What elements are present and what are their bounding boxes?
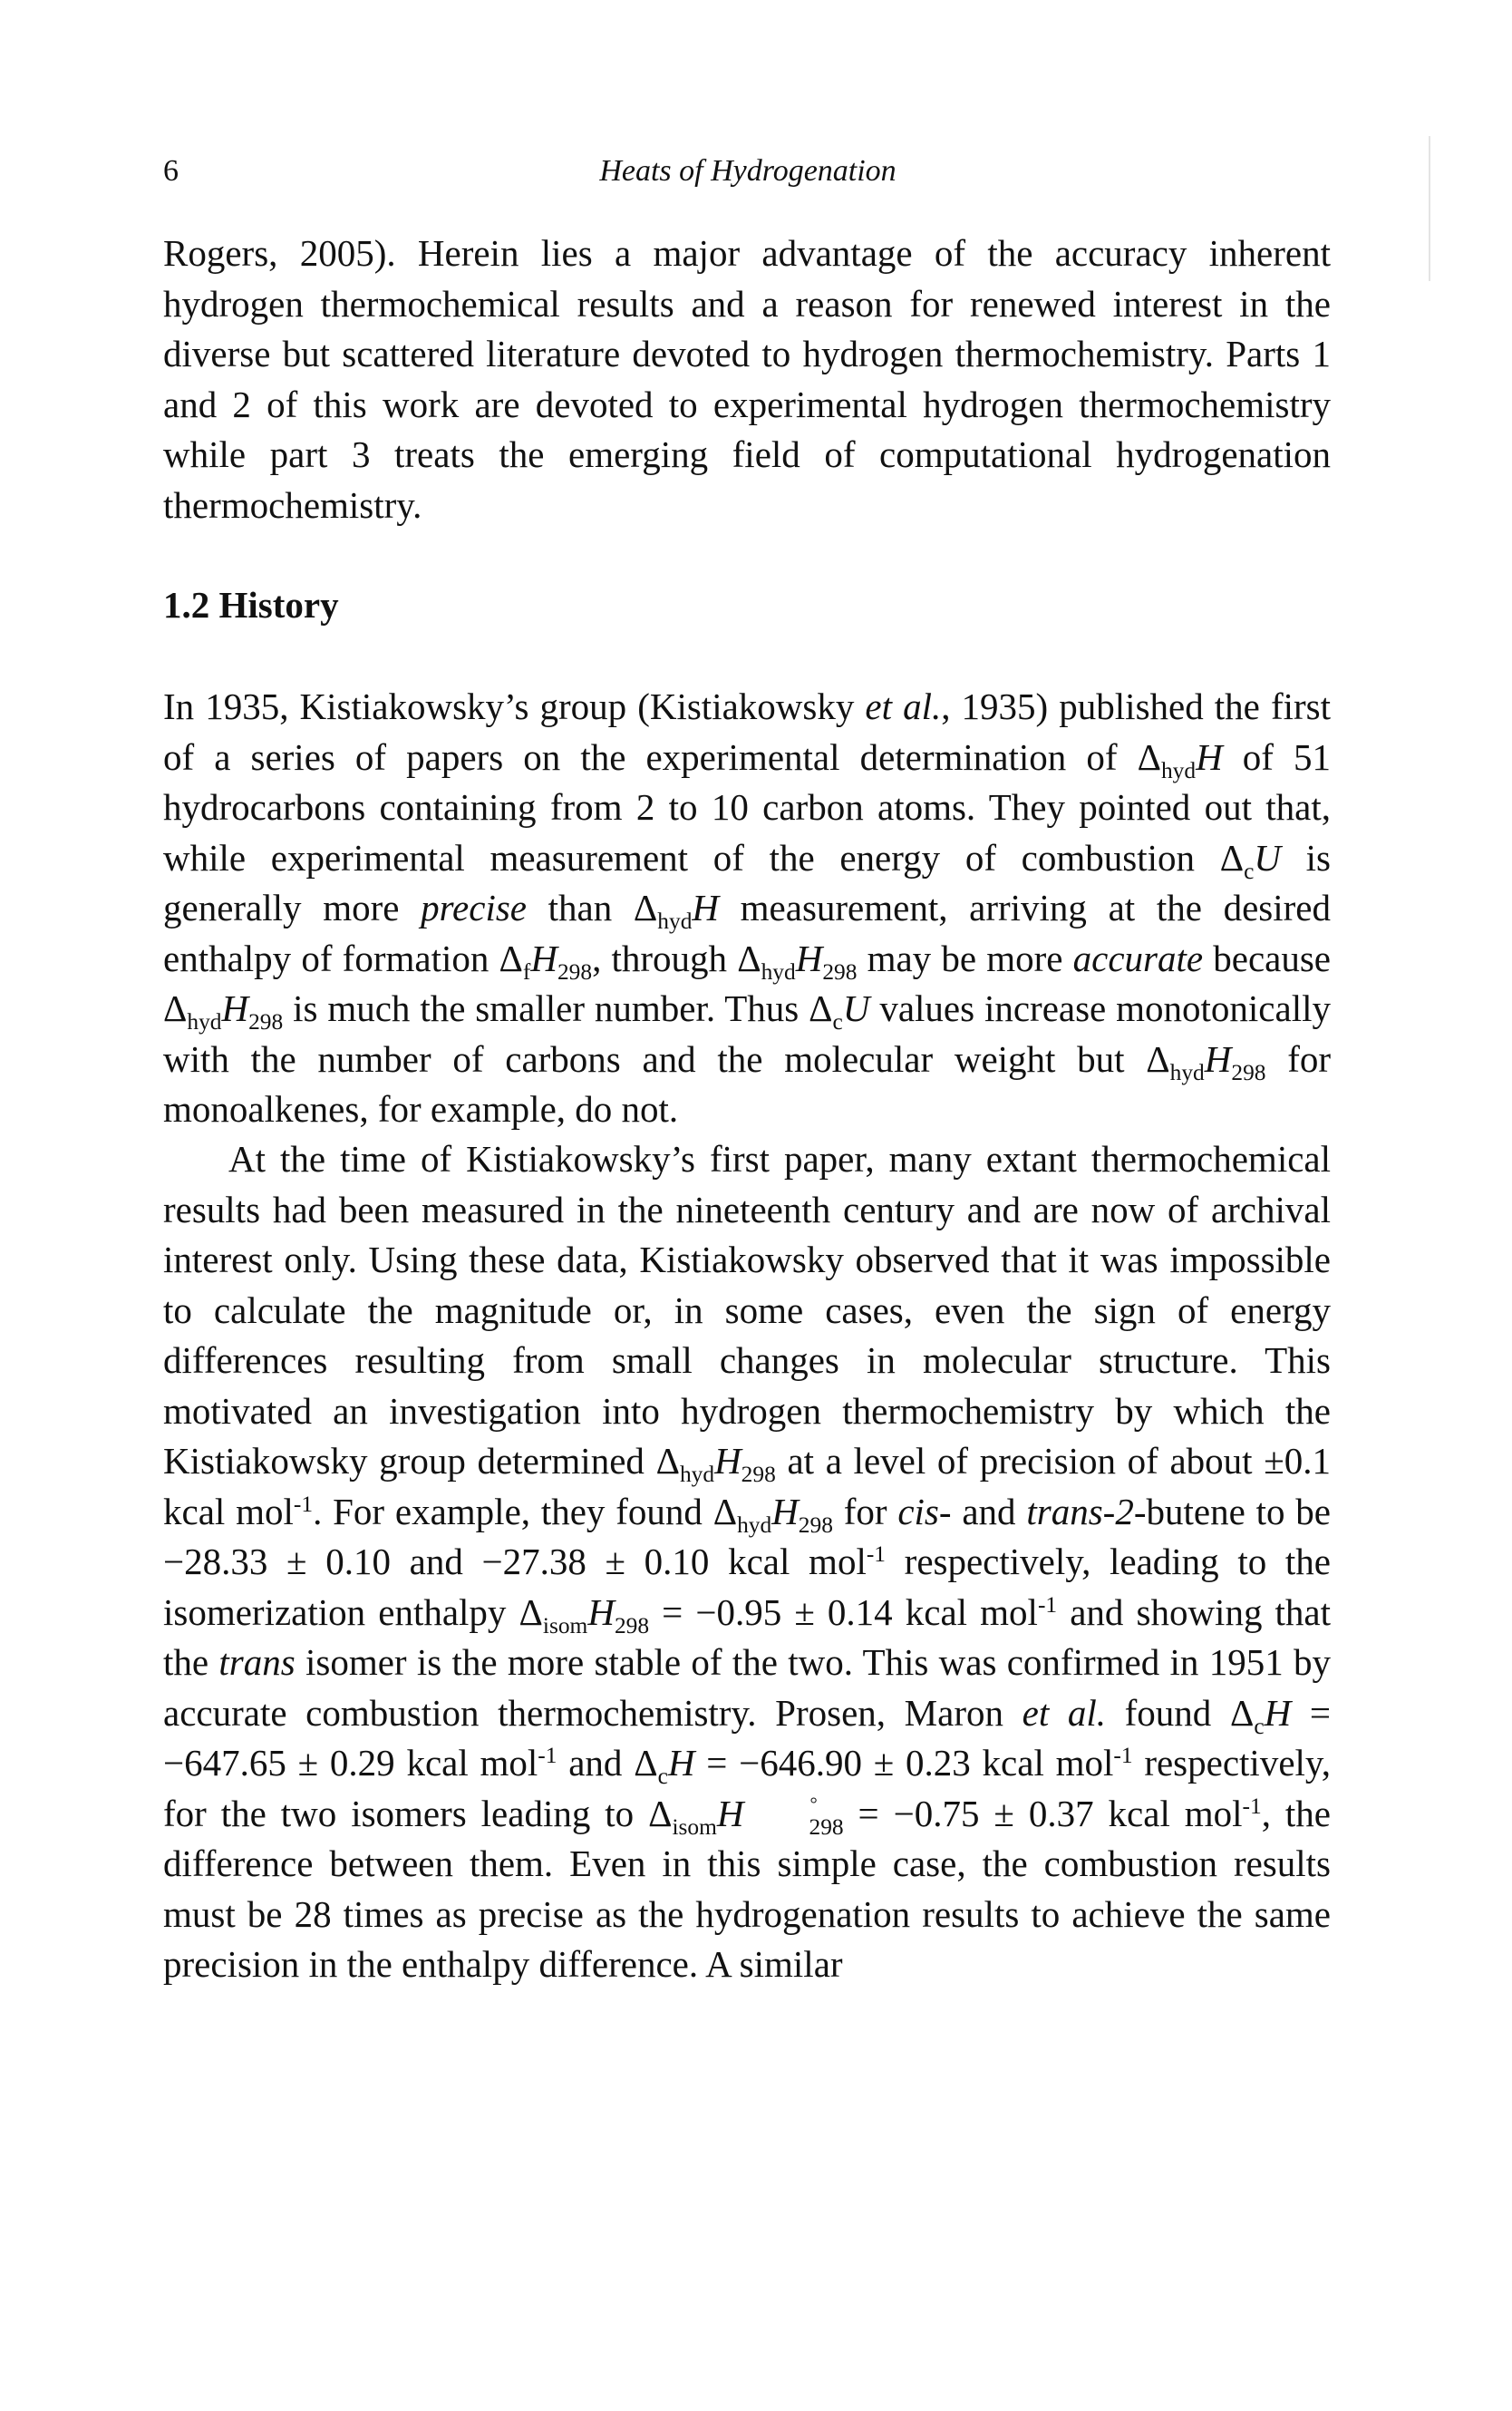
delta-c-u: $\Delta_cU$ bbox=[809, 987, 870, 1035]
paragraph-text: Rogers, 2005). Herein lies a major advantage of the accuracy inherent hydrogen thermochemical results and a reason for renewed interest in the diverse but scattered literature devoted to hydrogen thermochemistry. Parts 1 and 2 of this work are devoted to experimental hydrogen thermochemistry while part 3 treats the emerging field of computational hydrogenation thermochemistry. bbox=[163, 232, 1331, 526]
running-header bbox=[163, 154, 1333, 199]
delta-hyd-h-298: $\Delta_{hyd}H_{298}$ bbox=[1146, 1037, 1266, 1085]
delta-c-h: $\Delta_cH$ bbox=[634, 1742, 695, 1789]
paragraph-intro bbox=[163, 228, 1331, 530]
paragraph-history-2 bbox=[163, 1134, 1331, 1990]
delta-hyd-h: $\Delta_{hyd}H$ bbox=[1137, 735, 1223, 783]
paragraph-history-1 bbox=[163, 682, 1331, 1135]
paragraph-text: In 1935, Kistiakowsky’s group (Kistiakowsky et al., 1935) published the first of a series of papers on the experimental determination of $\Delta_{hyd}H$ of 51 hydrocarbons containing from 2 to 10 carbon atoms. They pointed out that, while experimental measurement of the energy of combustion $\Delta_cU$ is generally more precise than $\Delta_{hyd}H$ measurement, arriving at the desired enthalpy of formation $\Delta_fH_{298}$, through $\Delta_{hyd}H_{298}$ may be more accurate because $\Delta_{hyd}H_{298}$ is much the smaller number. Thus $\Delta_cU$ values increase monotonically with the number of carbons and the molecular weight but $\Delta_{hyd}H_{298}$ for monoalkenes, for example, do not. bbox=[163, 685, 1332, 1130]
scan-edge-line bbox=[1429, 136, 1430, 281]
delta-hyd-h-298: $\Delta_{hyd}H_{298}$ bbox=[163, 987, 284, 1035]
delta-hyd-h-298: $\Delta_{hyd}H_{298}$ bbox=[712, 1490, 833, 1538]
delta-f-h-298: $\Delta_fH_{298}$ bbox=[499, 937, 593, 985]
delta-hyd-h-298: $\Delta_{hyd}H_{298}$ bbox=[737, 937, 858, 985]
delta-hyd-h: $\Delta_{hyd}H$ bbox=[633, 887, 719, 934]
delta-c-h: $\Delta_cH$ bbox=[1229, 1691, 1292, 1739]
section-heading: 1.2 History bbox=[163, 584, 339, 626]
paragraph-text: At the time of Kistiakowsky’s first paper, many extant thermochemical results had been measured in the nineteenth century and are now of archival interest only. Using these data, Kistiakowsky observed that it was impossible to calculate the magnitude or, in some cases, even the sign of energy differences resulting from small changes in molecular structure. This motivated an investigation into hydrogen thermochemistry by which the Kistiakowsky group determined $\Delta_{hyd}H_{298}$ at a level of precision of about ±0.1 kcal mol$^{-1}$. For example, they found $\Delta_{hyd}H_{298}$ for cis- and trans-2-butene to be −28.33 ± 0.10 and −27.38 ± 0.10 kcal mol$^{-1}$ respectively, leading to the isomerization enthalpy $\Delta_{isom}H_{298} = -0.95 \pm 0.14$ kcal mol$^{-1}$ and showing that the trans isomer is the more stable of the two. This was confirmed in 1951 by accurate combustion thermochemistry. Prosen, Maron et al. found $\Delta_cH = -647.65 \pm 0.29$ kcal mol$^{-1}$ and $\Delta_cH = -646.90 \pm 0.23$ kcal mol$^{-1}$ respectively, for the two isomers leading to $\Delta_{isom}H$ ° $_{298}$ = −0.75 ± 0.37 kcal mol$^{-1}$, the difference between them. Even in this simple case, the combustion results must be 28 times as precise as the hydrogenation results to achieve the same precision in the enthalpy difference. A similar bbox=[163, 1138, 1332, 1985]
delta-isom-h-298: $\Delta_{isom}H_{298}$ bbox=[519, 1590, 650, 1638]
running-title: Heats of Hydrogenation bbox=[599, 154, 897, 188]
delta-c-u: $\Delta_cU$ bbox=[1219, 836, 1281, 884]
page-number: 6 bbox=[163, 154, 179, 188]
delta-hyd-h-298: $\Delta_{hyd}H_{298}$ bbox=[655, 1440, 776, 1487]
delta-isom-h-298-standard: $\Delta_{isom}H$ ° $_{298}$ bbox=[648, 1792, 844, 1840]
